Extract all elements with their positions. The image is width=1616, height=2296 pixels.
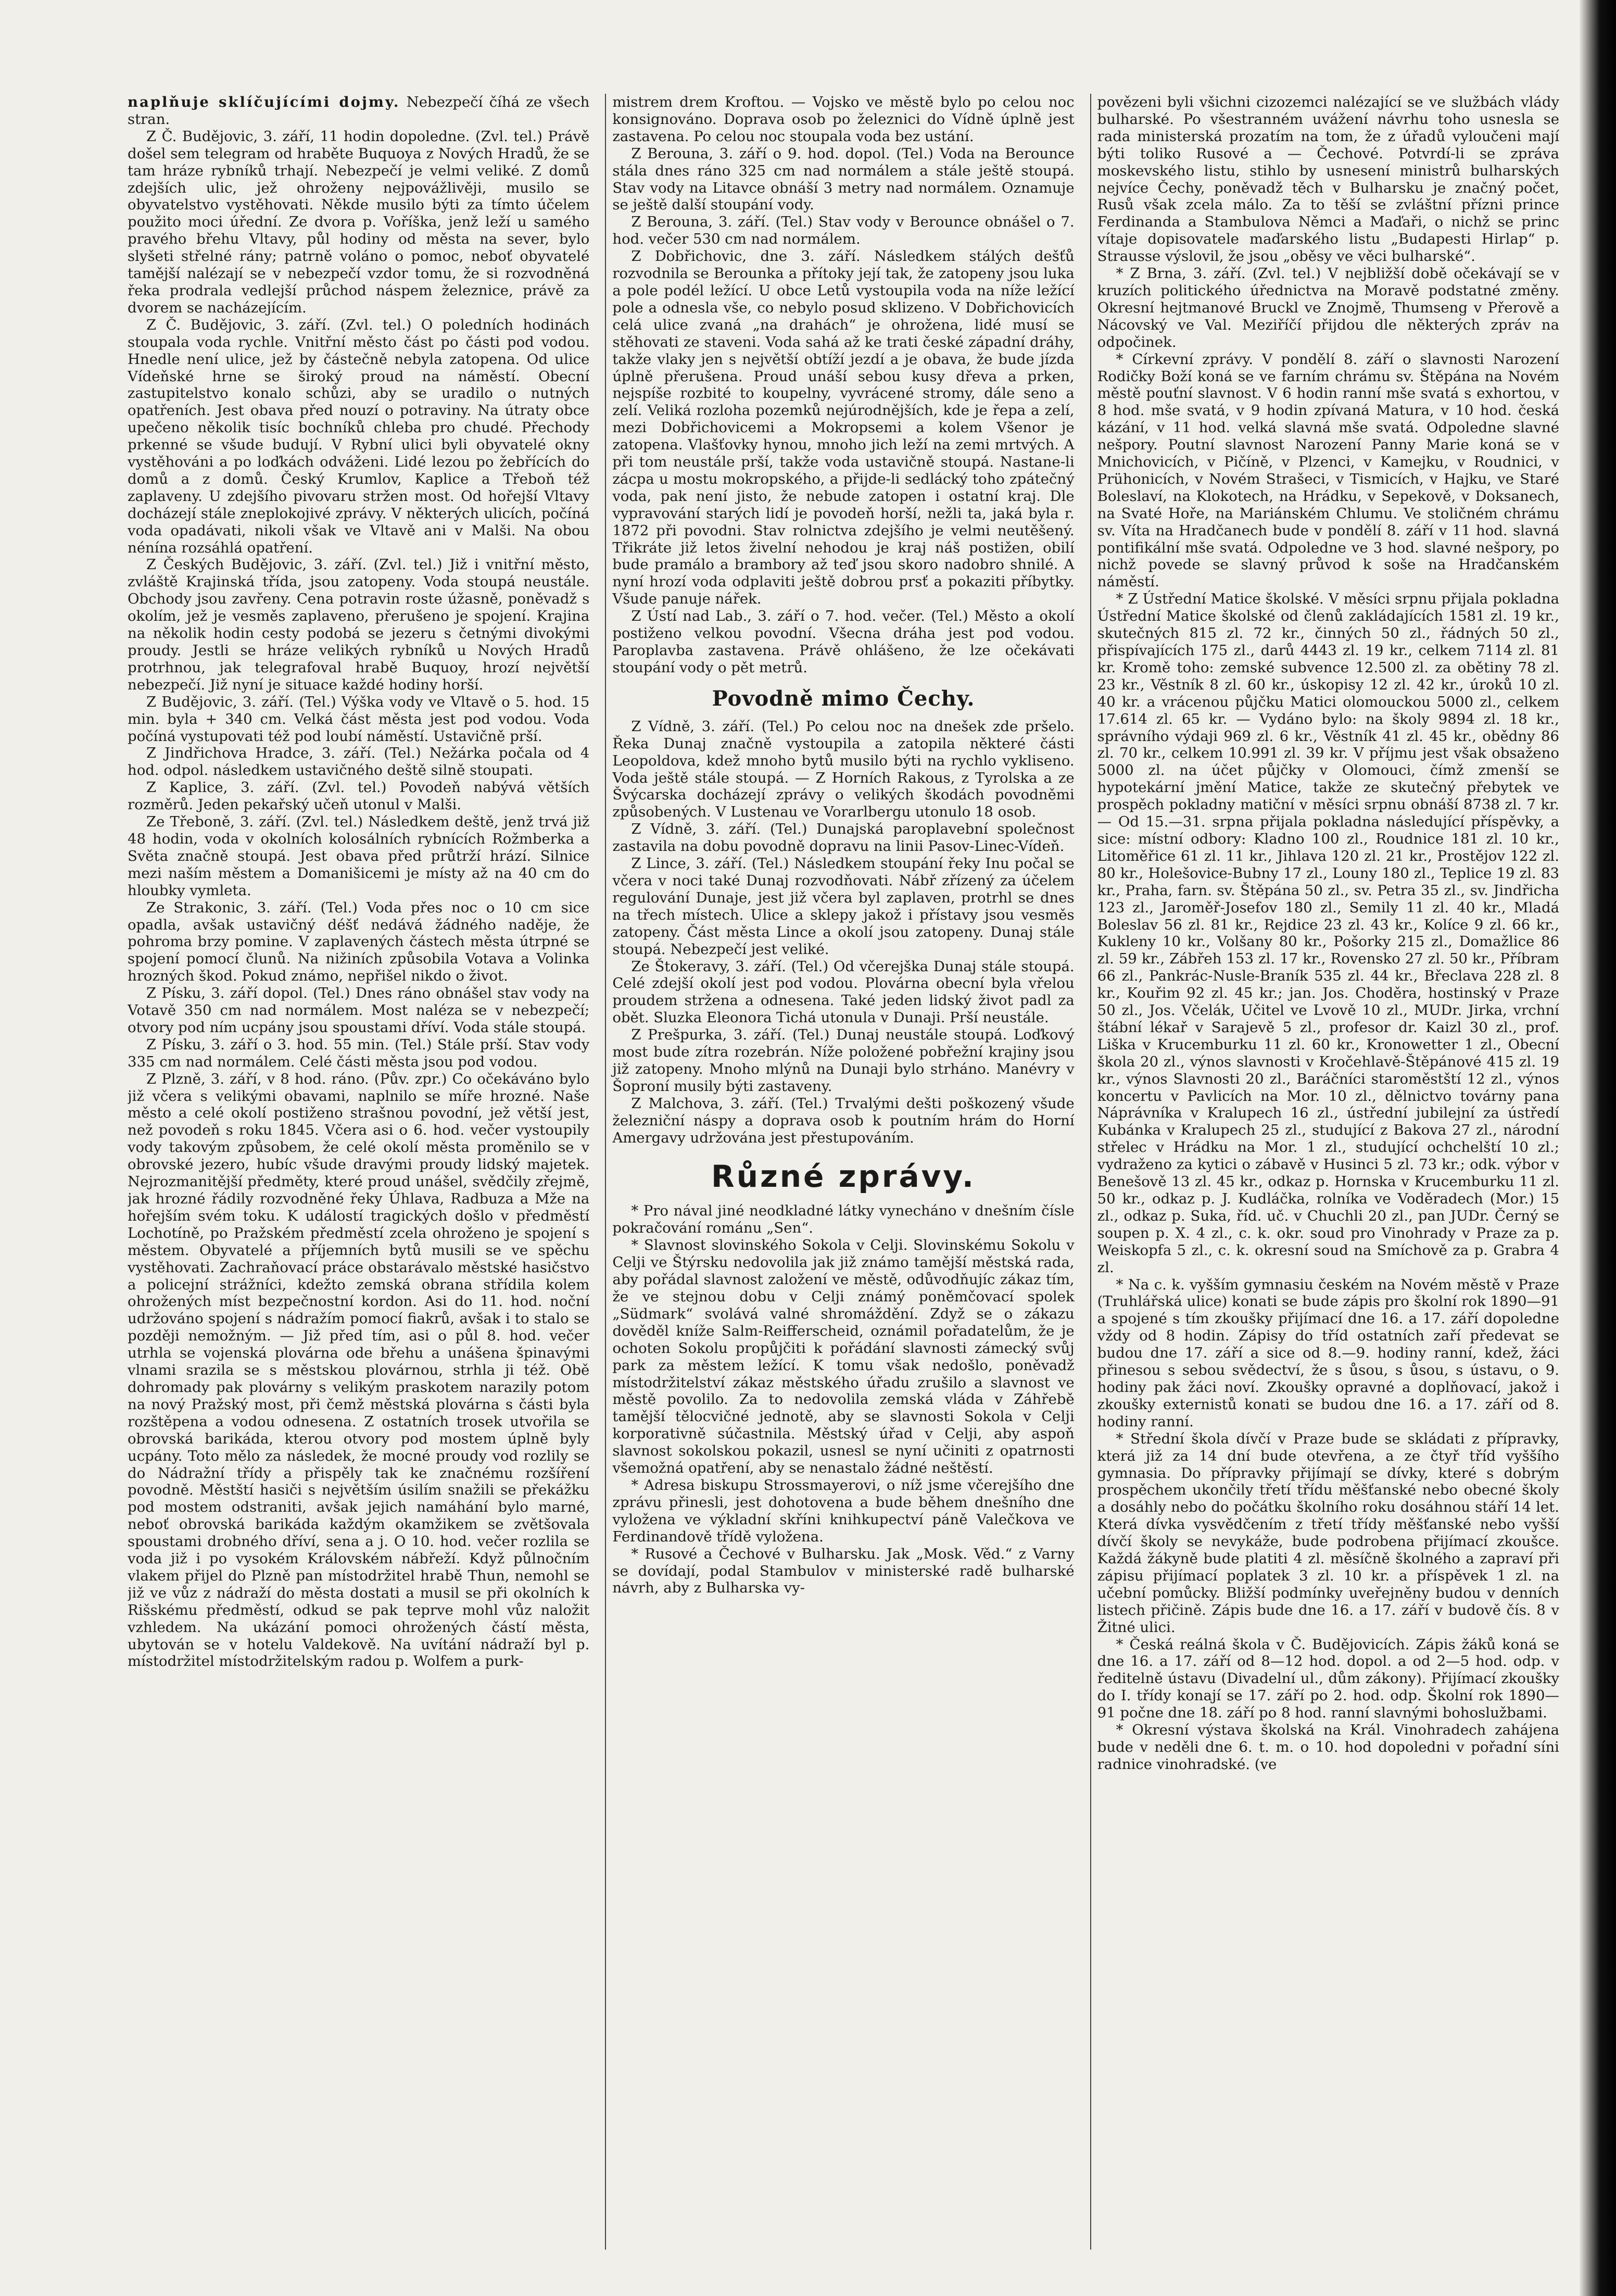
news-item: Z Písku, 3. září dopol. (Tel.) Dnes ráno obnášel stav vody na Votavě 350 cm nad normálem. Most naléza se v nebezpečí; otvory pod ním ucpány jsou spoustami dříví. Voda stále stoupá. (128, 985, 590, 1036)
news-item: Z Českých Budějovic, 3. září. (Zvl. tel.) Již i vnitřní město, zvláště Krajinská třída, jsou zatopeny. Voda stoupá neustále. Obchody jsou zavřeny. Cena potravin roste úžasně, poněvadž s okolím, jež je vesměs zaplaveno, přerušeno je spojení. Krajina na několik hodin cesty podobá se jezeru s četnými divokými proudy. Jestli se hráze velikých rybníků u Nových Hradů protrhnou, jak telegrafoval hrabě Buquoy, hrozí největší nebezpečí. Již nyní je situace každé hodiny horší. (128, 556, 590, 693)
news-item: * Slavnost slovinského Sokola v Celji. Slovinskému Sokolu v Celji ve Štýrsku nedovolila jak již známo tamější městská rada, aby pořádal slavnost založení ve městě, odůvodňujíc zákaz tím, že ve stejnou dobu v Celji známý poněmčovací spolek „Südmark“ svolává valné shromáždění. Zdyž se o zákazu dověděl kníže Salm-Reifferscheid, oznámil pořadatelům, že je ochoten Sokolu propůjčiti k pořádání slavnosti zámecký svůj park za městem ležící. K tomu však nedošlo, poněvadž místodržitelství zákaz městského úřadu zrušilo a slavnost ve městě povolilo. Za to nedovolila zemská vláda v Záhřebě tamější tělocvičné jednotě, aby se slavnosti Sokola v Celji korporativně súčastnila. Městský úřad v Celji, aby aspoň slavnost sokolskou pokazil, usnesl se nyní učiniti z opatrnosti všemožná opatření, aby se nenastalo žádné neštěstí. (612, 1237, 1075, 1477)
news-item: Z Dobřichovic, dne 3. září. Následkem stálých dešťů rozvodnila se Berounka a přítoky její tak, že zatopeny jsou luka a pole podél ležící. U obce Letů vystoupila voda na níže ležící pole a odnesla vše, co nebylo posud sklizeno. V Dobřichovicích celá ulice zvaná „na drahách“ je ohrožena, lidé musí se stěhovati ze staveni. Voda sahá až ke trati české západní dráhy, takže vlaky jen s největší obtíží jezdí a je obava, že bude jízda úplně přerušena. Proud unáší sebou kusy dřeva a prken, nejspíše rozbité to koupelny, vyvrácené stromy, dále seno a zelí. Veliká rozloha pozemků nejúrodnějších, kde je řepa a zelí, mezi Dobřichovicemi a Mokropsemi a kolem Všenor je zatopena. Vlašťovky hynou, mnoho jich leží na zemi mrtvých. A při tom neustále prší, takže voda ustavičně stoupá. Nastane-li zácpa u mostu mokropského, a přijde-li sedlácký toho zpátečný voda, pak není jisto, že nebude zatopen i ostatní kraj. Dle vypravování starých lidí je povodeň horší, nežli ta, jaká byla r. 1872 při povodni. Stav rolnictva zdejšího je velmi neutěšený. Třikráte již letos živelní nehodou je kraj náš postižen, obilí bude pramálo a brambory až teď jsou skoro nadobro shnilé. A nyní hrozí voda odplaviti ještě dobrou prsť a pokaziti příbytky. Všude panuje nářek. (612, 248, 1075, 608)
column-left (128, 94, 589, 2250)
paragraph-lead: naplňuje sklíčujícími dojmy. (128, 94, 400, 110)
news-item: Z Ústí nad Lab., 3. září o 7. hod. večer. (Tel.) Město a okolí postiženo velkou povodní. Všecna dráha jest pod vodou. Paroplavba zastavena. Právě ohlášeno, že lze očekávati stoupání vody o pět metrů. (612, 608, 1075, 676)
news-item: * Pro nával jiné neodkladné látky vynecháno v dnešním čísle pokračování románu „Sen“. (612, 1202, 1075, 1237)
news-item: mistrem drem Kroftou. — Vojsko ve městě bylo po celou noc konsignováno. Doprava osob po železnici do Vídně úplně jest zastavena. Po celou noc stoupala voda bez ustání. (612, 94, 1075, 145)
news-item: Z Č. Budějovic, 3. září, 11 hodin dopoledne. (Zvl. tel.) Právě došel sem telegram od hraběte Buquoya z Nových Hradů, že se tam hráze rybníků trhají. Nebezpečí je velmi veliké. Z domů zdejších ulic, jež ohroženy nejpovážlivěji, musilo se obyvatelstvo vystěhovati. Někde musilo býti za tímto účelem použito moci úřední. Ze dvora p. Voříška, jenž leží u samého pravého břehu Vltavy, půl hodiny od města na sever, bylo slyšeti střelné rány; patrně voláno o pomoc, neboť obyvatelé tamější nalézají se v nebezpečí vzdor tomu, že si rozvodněná řeka prodrala vedlejší průchod náspem železnice, právě za dvorem se nacházejícím. (128, 128, 590, 316)
column-middle (605, 94, 1074, 2250)
page-edge (1580, 0, 1616, 2296)
news-item: Z Č. Budějovic, 3. září. (Zvl. tel.) O poledních hodinách stoupala voda rychle. Vnitřní město část po části pod vodou. Hnedle není ulice, jež by částečně nebyla zatopena. Od ulice Vídeňské hrne se široký proud na náměstí. Obecní zastupitelstvo konalo schůzi, aby se uradilo o nutných opatřeních. Jest obava před nouzí o potraviny. Na útraty obce upečeno několik tisíc bochníků chleba pro chudé. Přechody prkenné se všude budují. V Rybní ulici byli obyvatelé okny vystěhováni a po loďkách odváženi. Lidé lezou po žebřících do domů a z domů. Český Krumlov, Kaplice a Třeboň též zaplaveny. U zdejšího pivovaru stržen most. Od hořejší Vltavy docházejí stále zneplokojivé zprávy. V některých ulicích, počíná voda opadávati, nikoli však ve Vltavě ani v Malši. Na obou nénína rozsáhlá opatření. (128, 316, 590, 556)
news-item: Z Vídně, 3. září. (Tel.) Po celou noc na dnešek zde pršelo. Řeka Dunaj značně vystoupila a zatopila některé části Leopoldova, kdež mnoho bytů musilo býti na rychlo vykliseno. Voda ještě stále stoupá. — Z Horních Rakous, z Tyrolska a ze Švýcarska docházejí zprávy o velikých škodách povodněmi způsobených. V Lustenau ve Vorarlbergu utonulo 18 osob. (612, 718, 1075, 821)
news-item: Z Lince, 3. září. (Tel.) Následkem stoupání řeky Inu počal se včera v noci také Dunaj rozvodňovati. Nábř zřízený za účelem regulování Dunaje, jest již včera byl zaplaven, protrhl se dnes na třech místech. Ulice a sklepy jakož i přístavy jsou vesměs zatopeny. Část města Lince a okolí jsou zatopeny. Dunaj stále stoupá. Nebezpečí jest veliké. (612, 855, 1075, 958)
section-heading-floods-abroad: Povodně mimo Čechy. (712, 686, 975, 711)
news-item: Z Prešpurka, 3. září. (Tel.) Dunaj neustále stoupá. Loďkový most bude zítra rozebrán. Níže položené pobřežní krajiny jsou již zatopeny. Mnoho mlýnů na Dunaji bylo strháno. Manévry v Šoproní musily býti zastaveny. (612, 1026, 1075, 1095)
news-item: povězeni byli všichni cizozemci nalézající se ve službách vlády bulharské. Po všestranném uvážení návrhu toho usnesla se rada ministerská prozatím na tom, že z úřadů vyloučeni mají býti toliko Rusové a — Čechové. Potvrdí-li se zpráva moskevského listu, stihlo by usnesení ministrů bulharských nejvíce Čechy, poněvadž těch v Bulharsku je značný počet, Rusů však zcela málo. Za to těší se zvláštní přízni prince Ferdinanda a Stambulova Němci a Maďaři, o nichž se princ vítaje dopisovatele maďarského listu „Budapesti Hirlap“ p. Strausse výslovil, že jsou „oběsy ve věci bulharské“. (1097, 94, 1559, 265)
news-item: * Církevní zprávy. V pondělí 8. září o slavnosti Narození Rodičky Boží koná se ve farním chrámu sv. Štěpána na Novém městě pouťní slavnost. V 6 hodin ranní mše svatá s exhortou, v 8 hod. mše svatá, v 9 hodin zpívaná Matura, v 10 hod. česká kázání, v 11 hod. velká slavná mše svatá. Odpoledne slavné nešpory. Poutní slavnost Narození Panny Marie koná se v Mnichovicích, v Pičíně, v Plzenci, v Kamejku, v Roudnici, v Prühonicích, v Novém Strašeci, v Tismicích, v Hajku, ve Staré Boleslaví, na Klokotech, na Hrádku, v Sepekově, v Doksanech, na Svaté Hoře, na Mariánském Chlumu. Ve stoličném chrámu sv. Víta na Hradčanech bude v pondělí 8. září v 11 hod. slavná pontifikální mše svatá. Odpoledne ve 3 hod. slavné nešpory, po nichž povede se slavný průvod k soše na Hradčanském náměstí. (1097, 350, 1559, 591)
news-item: * Česká reálná škola v Č. Budějovicích. Zápis žáků koná se dne 16. a 17. září od 8—12 hod. dopol. a od 2—5 hod. odp. v ředitelně ústavu (Divadelní ul., dům zákony). Přijímací zkoušky do I. třídy konají se 17. září po 2. hod. odp. Školní rok 1890—91 počne dne 18. září po 8 hod. ranní slavnými bohoslužbami. (1097, 1636, 1559, 1722)
news-item: Z Malchova, 3. září. (Tel.) Trvalými dešti poškozený všude železniční náspy a doprava osob k poutním hrám do Horní Amergavy udržována jest přestupováním. (612, 1095, 1075, 1146)
news-item: Z Jindřichova Hradce, 3. září. (Tel.) Nežárka počala od 4 hod. odpol. následkem ustavičného deště silně stoupati. (128, 745, 590, 779)
news-item: * Rusové a Čechové v Bulharsku. Jak „Mosk. Věd.“ z Varny se dovídají, podal Stambulov v ministerské radě bulharské návrh, aby z Bulharska vy- (612, 1545, 1075, 1597)
column-right (1090, 94, 1559, 2250)
section-heading-various-news: Různé zprávy. (711, 1159, 976, 1195)
news-item: * Na c. k. vyšším gymnasiu českém na Novém městě v Praze (Truhlářská ulice) konati se bude zápis pro školní rok 1890—91 a spojené s tím zkoušky přijímací dne 16. a 17. září dopoledne vždy od 8 hodin. Zápisy do tříd ostatních zaří předevat se budou dne 17. září a sice od 8.—9. hodiny ranní, kdež, žáci přinesou s sebou svědectví, že s ůsou, s ůsou, s ústavu, o 9. hodiny pak žáci noví. Zkoušky opravné a doplňovací, jakož i zkoušky externistů konati se budou dne 16. a 17. září od 8. hodiny ranní. (1097, 1276, 1559, 1430)
news-item: Ze Strakonic, 3. září. (Tel.) Voda přes noc o 10 cm sice opadla, avšak ustavičný déšť nedává žádného naděje, že pohroma brzy pomine. V zaplavených částech města útrpné se spojení pomocí člunů. Na nižiních způsobila Votava a Volinka hrozných škod. Pokud známo, nepřišel nikdo o život. (128, 899, 590, 985)
news-item: Z Písku, 3. září o 3. hod. 55 min. (Tel.) Stále prší. Stav vody 335 cm nad normálem. Celé části města jsou pod vodou. (128, 1036, 590, 1070)
news-item: Ze Štokeravy, 3. září. (Tel.) Od včerejška Dunaj stále stoupá. Celé zdejší okolí jest pod vodou. Plovárna obecní byla vřelou proudem stržena a odnesena. Také jeden lidský život padl za obět. Sluzka Eleonora Tichá utonula v Dunaji. Prší neustále. (612, 958, 1075, 1026)
news-item: * Okresní výstava školská na Král. Vinohradech zahájena bude v neděli dne 6. t. m. o 10. hod dopoledni v pořadní síni radnice vinohradské. (ve (1097, 1722, 1559, 1773)
newspaper-columns (128, 94, 1559, 2250)
paragraph-text: Nebezpečí číhá ze všech stran. (128, 94, 590, 128)
news-item: Z Vídně, 3. září. (Tel.) Dunajská paroplavební společnost zastavila na dobu povodně dopravu na linii Pasov-Linec-Vídeň. (612, 821, 1075, 855)
article-paragraph (128, 94, 589, 128)
news-item: Z Berouna, 3. září. (Tel.) Stav vody v Berounce obnášel o 7. hod. večer 530 cm nad normálem. (612, 214, 1075, 248)
news-item: Ze Třeboně, 3. září. (Zvl. tel.) Následkem deště, jenž trvá již 48 hodin, voda v okolních kolosálních rybnících Rožmberka a Světa značně stoupá. Jest obava před průtrží hrází. Silnice mezi naším městem a Domanišicemi je místy až na 40 cm do hloubky vymleta. (128, 813, 590, 899)
news-item: * Z Brna, 3. září. (Zvl. tel.) V nejbližší době očekávají se v kruzích politického úřednictva na Moravě podstatné změny. Okresní hejtmanové Bruckl ve Znojmě, Thumseng v Přerově a Nácovský ve Val. Meziříčí přijdou dle některých zpráv na odpočinek. (1097, 265, 1559, 350)
news-item: Z Plzně, 3. září, v 8 hod. ráno. (Pův. zpr.) Co očekáváno bylo již včera s velikými obavami, naplnilo se míře hrozné. Naše město a celé okolí postiženo strašnou povodní, jež větší jest, než povodeň s roku 1845. Včera asi o 6. hod. večer vystoupily vody takovým způsobem, že celé okolí města proměnilo se v obrovské jezero, hubíc všude dravými proudy lidský majetek. Nejrozmanitější předměty, které proud unášel, svědčily zřejmě, jak hrozné řádily rozvodněné řeky Úhlava, Radbuza a Mže na hořejším svém toku. K událostí tragických došlo v předměstí Lochotíně, po Pražském předměstí zcela ohroženo je spojení s městem. Obyvatelé a příjemních bytů musili se ve spěchu vystěhovati. Zachraňovací práce obstarávalo městské hasičstvo a policejní strážníci, kdežto zemská obrana střídila kolem ohrožených míst bezpečnostní kordon. Asi do 11. hod. noční udržováno spojení s nádražím pomocí fiakrů, avšak i to stalo se později nemožným. — Již před tím, asi o půl 8. hod. večer utrhla se vojenská plovárna ode břehu a unášena špinavými vlnami srazila se s městskou plovárnou, strhla ji též. Obě dohromady pak plovárny s velikým praskotem narazily potom na nový Pražský most, při čemž městská plovárna s části byla rozštěpena a vodou odnesena. Z ostatních trosek utvořila se obrovská barikáda, kterou otvory pod mostem úplně byly ucpány. Toto mělo za následek, že mocné proudy vod rozlily se do Nádražní třídy a přispěly tak ke značnému rozšíření povodně. Městští hasiči s největším úsilím snažili se překážku pod mostem odstraniti, avšak jejich namáhání bylo marné, neboť obrovská barikáda každým okamžikem se zvětšovala spoustami drobného dříví, sena a j. O 10. hod. večer rozlila se voda již i po vysokém Královském nábřeží. Když půlnočním vlakem přijel do Plzně pan místodržitel hrabě Thun, nemohl se již ve vůz z nádraží do města dostati a musil se při okolních k Rišskému předměstí, odkud se pak teprve mohl vůz naložit vzhledem. Na ukázání pomoci ohrožených částí města, ubytován se v hotelu Valdekově. Na uvítání nádraží byl p. místodržitel místodržitelským radou p. Wolfem a purk- (128, 1070, 590, 1670)
news-item: * Adresa biskupu Strossmayerovi, o níž jsme včerejšího dne zprávu přinesli, jest dohotovena a bude během dnešního dne vyložena ve výkladní skříni knihkupectví páně Valečkova ve Ferdinandově třídě vyložena. (612, 1476, 1075, 1545)
news-item: Z Budějovic, 3. září. (Tel.) Výška vody ve Vltavě o 5. hod. 15 min. byla + 340 cm. Velká část města jest pod vodou. Voda počíná vystupovati též pod loubí náměstí. Ustavičně prší. (128, 693, 590, 745)
news-item: * Střední škola dívčí v Praze bude se skládati z přípravky, která již za 14 dní bude otevřena, a ze čtyř tříd vyššího gymnasia. Do přípravky přijímají se dívky, které s dobrým prospěchem ukončily třetí třídu měšťanské nebo obecné školy a dosáhly nebo do počátku školního roku dosáhnou stáří 14 let. Která dívka vysvědčením z třetí třídy měšťanské nebo vyšší dívčí školy se nevykáže, bude podrobena přijímací zkoušce. Každá žákyně bude platiti 4 zl. měsíčně školného a zapraví při zápisu přijímací poplatek 3 zl. 10 kr. a příspěvek 1 zl. na učební pomůcky. Bližší podmínky uveřejněny budou v denních listech přičině. Zápis bude dne 16. a 17. září v budově čís. 8 v Žitné ulici. (1097, 1430, 1559, 1636)
news-item: Z Berouna, 3. září o 9. hod. dopol. (Tel.) Voda na Berounce stála dnes ráno 325 cm nad normálem a stále ještě stoupá. Stav vody na Litavce obnáší 3 metry nad normálem. Oznamuje se ještě další stoupání vody. (612, 145, 1075, 214)
news-item: Z Kaplice, 3. září. (Zvl. tel.) Povodeň nabývá větších rozměrů. Jeden pekařský učeň utonul v Malši. (128, 779, 590, 813)
news-item: * Z Ústřední Matice školské. V měsíci srpnu přijala pokladna Ústřední Matice školské od členů zakládajících 1581 zl. 19 kr., skutečných 815 zl. 72 kr., činných 50 zl., řádných 50 zl., přispívajících 175 zl., darů 4443 zl. 19 kr., celkem 7114 zl. 81 kr. Kromě toho: zemské subvence 12.500 zl. za obětiny 78 zl. 23 kr., Věstník 8 zl. 60 kr., úskopisy 12 zl. 42 kr., úroků 10 zl. 40 kr. a vrácenou půjčku Matici olomouckou 5000 zl., celkem 17.614 zl. 65 kr. — Vydáno bylo: na školy 9894 zl. 18 kr., správního výdaji 969 zl. 6 kr., Věstník 41 zl. 45 kr., obědny 86 zl. 70 kr., celkem 10.991 zl. 39 kr. V příjmu jest však obsaženo 5000 zl. na účet půjčky v Olomouci, čímž zmenší se hypotekární jmění Matice, takže ze skutečný přebytek ve prospěch pokladny matiční v měsíci srpnu obnáší 8738 zl. 7 kr. — Od 15.—31. srpna přijala pokladna následující příspěvky, a sice: místní odbory: Kladno 100 zl., Roudnice 181 zl. 10 kr., Litoměřice 61 zl. 11 kr., Jihlava 120 zl. 21 kr., Prostějov 122 zl. 80 kr., Holešovice-Bubny 17 zl., Louny 180 zl., Teplice 19 zl. 83 kr., Praha, farn. sv. Štěpána 50 zl., sv. Petra 35 zl., sv. Jindřicha 123 zl., Jaroměř-Josefov 180 zl., Semily 11 zl. 40 kr., Mladá Boleslav 56 zl. 81 kr., Rejdice 23 zl. 43 kr., Kolíce 9 zl. 66 kr., Kukleny 10 kr., Volšany 80 kr., Pošorky 215 zl., Domažlice 86 zl. 59 kr., Zábřeh 153 zl. 17 kr., Rovensko 27 zl. 50 kr., Příbram 66 zl., Pankrác-Nusle-Braník 535 zl. 44 kr., Břeclava 228 zl. 8 kr., Kouřim 92 zl. 45 kr.; jan. Jos. Choděra, hostinský v Praze 50 zl., Jos. Včelák, Učitel ve Lvově 10 zl., MUDr. Jirka, vrchní štábní lékař v Sarajevě 5 zl., profesor dr. Kaizl 30 zl., prof. Liška v Krucemburku 11 zl. 60 kr., Kronowetter 1 zl., Obecní škola 20 zl., výnos slavnosti v Kročehlavě-Štěpánové 415 zl. 19 kr., výnos Slavnosti 20 zl., Baráčníci staroměstští 12 zl., výnos koncertu v Pavlicích na Mor. 10 zl., dělnictvo továrny pana Náprávníka v Kralupech 16 zl., ústřední jubilejní za ústředí Kubánka v Kralupech 25 zl., studující z Bakova 27 zl., národní střelec v Hrádku na Mor. 1 zl., studující ochchelští 10 zl.; vydraženo za kytici o zábavě v Husinci 5 zl. 73 kr.; odk. výbor v Benešově 13 zl. 45 kr., odkaz p. Hornska v Krucemburku 11 zl. 50 kr., odkaz p. J. Kudláčka, rolníka ve Voděradech (Mor.) 15 zl., odkaz p. Suka, říd. uč. v Chuchli 20 zl., pan JUDr. Černý se soupen p. X. 4 zl., c. k. okr. soud pro Vinohrady v Praze za p. Weiskopfa 5 zl., c. k. okresní soud na Smíchově za p. Grabra 4 zl. (1097, 591, 1559, 1276)
